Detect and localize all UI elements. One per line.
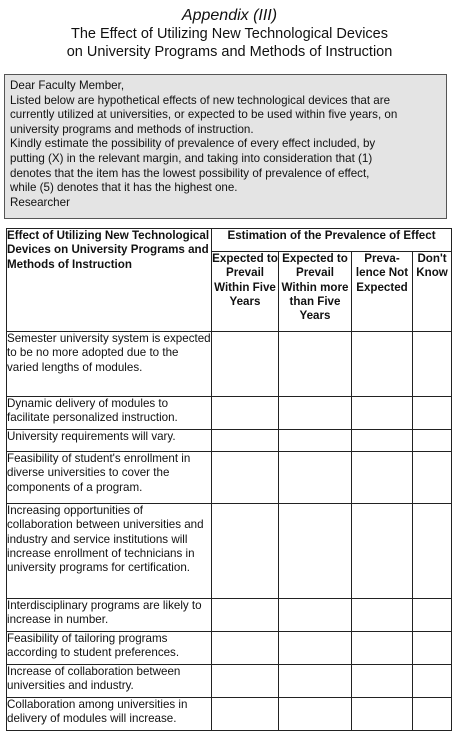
title-line-2: on University Programs and Methods of Instruction <box>66 44 393 60</box>
answer-cell[interactable] <box>279 698 352 731</box>
answer-cell[interactable] <box>212 430 279 452</box>
answer-cell[interactable] <box>212 397 279 430</box>
answer-cell[interactable] <box>413 452 452 504</box>
letter-line: while (5) denotes that it has the highest one. <box>10 181 238 195</box>
answer-cell[interactable] <box>352 632 413 665</box>
answer-cell[interactable] <box>413 632 452 665</box>
questionnaire-table <box>6 228 452 731</box>
row-effect-text: Increasing opportunities of collaboration between universities and industry and service institutions will increase enrollment of technicians in university programs for certification. <box>7 504 212 599</box>
answer-cell[interactable] <box>212 332 279 397</box>
answer-cell[interactable] <box>212 698 279 731</box>
table-row <box>7 430 452 452</box>
letter-line: Kindly estimate the possibility of prevalence of every effect included, by <box>10 137 376 151</box>
letter-line: Listed below are hypothetical effects of new technological devices that are <box>10 93 391 107</box>
row-effect-text: Collaboration among universities in delivery of modules will increase. <box>7 698 212 731</box>
answer-cell[interactable] <box>352 452 413 504</box>
letter-line: university programs and methods of instruction. <box>10 122 254 136</box>
table-row <box>7 698 452 731</box>
letter-line: denotes that the item has the lowest possibility of prevalence of effect, <box>10 166 370 180</box>
answer-cell[interactable] <box>279 504 352 599</box>
table-row <box>7 504 452 599</box>
answer-cell[interactable] <box>279 430 352 452</box>
effect-column-header: Effect of Utilizing New Technological Devices on University Programs and Methods of Instruction <box>7 229 212 332</box>
estimation-header: Estimation of the Prevalence of Effect <box>212 229 452 252</box>
answer-cell[interactable] <box>279 665 352 698</box>
table-row <box>7 397 452 430</box>
answer-cell[interactable] <box>413 698 452 731</box>
answer-cell[interactable] <box>413 397 452 430</box>
table-row <box>7 632 452 665</box>
answer-cell[interactable] <box>279 397 352 430</box>
answer-cell[interactable] <box>352 698 413 731</box>
col-within-five-years: Expected to Prevail Within Five Years <box>212 252 279 332</box>
table-row <box>7 599 452 632</box>
answer-cell[interactable] <box>279 452 352 504</box>
answer-cell[interactable] <box>352 665 413 698</box>
answer-cell[interactable] <box>352 504 413 599</box>
row-effect-text: Semester university system is expected to be no more adopted due to the varied lengths of modules. <box>7 332 212 397</box>
col-dont-know: Don't Know <box>413 252 452 332</box>
answer-cell[interactable] <box>212 452 279 504</box>
answer-cell[interactable] <box>212 632 279 665</box>
answer-cell[interactable] <box>279 632 352 665</box>
answer-cell[interactable] <box>352 430 413 452</box>
answer-cell[interactable] <box>413 504 452 599</box>
table-row <box>7 332 452 397</box>
answer-cell[interactable] <box>279 332 352 397</box>
answer-cell[interactable] <box>212 504 279 599</box>
answer-cell[interactable] <box>413 599 452 632</box>
answer-cell[interactable] <box>413 430 452 452</box>
row-effect-text: University requirements will vary. <box>7 430 212 452</box>
table-row <box>7 452 452 504</box>
answer-cell[interactable] <box>352 397 413 430</box>
row-effect-text: Feasibility of tailoring programs according to student preferences. <box>7 632 212 665</box>
letter-line: putting (X) in the relevant margin, and taking into consideration that (1) <box>10 151 373 165</box>
answer-cell[interactable] <box>413 332 452 397</box>
answer-cell[interactable] <box>352 599 413 632</box>
table-row <box>7 665 452 698</box>
answer-cell[interactable] <box>212 665 279 698</box>
col-not-expected: Preva-lence Not Expected <box>352 252 413 332</box>
letter-line: currently utilized at universities, or expected to be used within five years, on <box>10 108 398 122</box>
row-effect-text: Interdisciplinary programs are likely to increase in number. <box>7 599 212 632</box>
row-effect-text: Increase of collaboration between universities and industry. <box>7 665 212 698</box>
page-header <box>0 0 459 61</box>
answer-cell[interactable] <box>352 332 413 397</box>
answer-cell[interactable] <box>413 665 452 698</box>
letter-line: Dear Faculty Member, <box>10 79 125 92</box>
instruction-letter <box>4 74 447 219</box>
row-effect-text: Dynamic delivery of modules to facilitate personalized instruction. <box>7 397 212 430</box>
row-effect-text: Feasibility of student's enrollment in diverse universities to cover the components of a program. <box>7 452 212 504</box>
answer-cell[interactable] <box>212 599 279 632</box>
title-line-1: The Effect of Utilizing New Technological Devices <box>70 26 388 42</box>
answer-cell[interactable] <box>279 599 352 632</box>
appendix-label: Appendix (III) <box>181 7 278 24</box>
col-more-than-five-years: Expected to Prevail Within more than Five Years <box>279 252 352 332</box>
letter-line: Researcher <box>10 195 70 209</box>
